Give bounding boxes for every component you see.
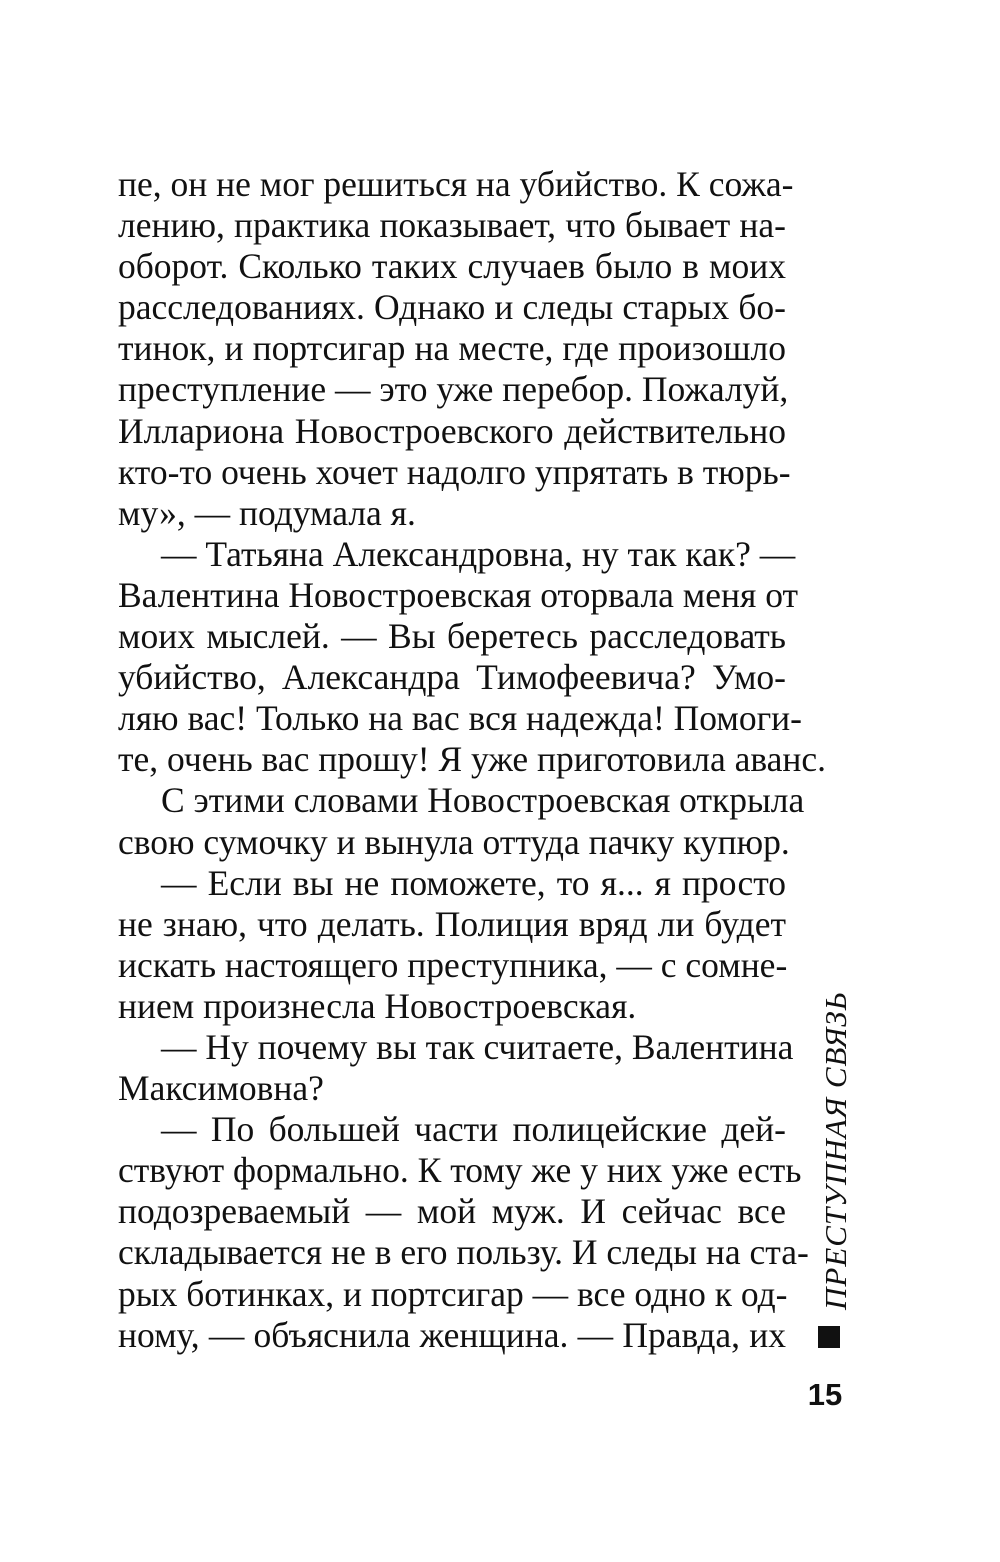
running-title bbox=[806, 990, 866, 1368]
text-line: Валентина Новостроевская оторвала меня от bbox=[118, 574, 799, 615]
text-line: лению, практика показывает, что бывает на- bbox=[118, 205, 786, 246]
text-line: нием произнесла Новостроевская. bbox=[118, 985, 637, 1026]
text-line: складывается не в его пользу. И следы на ста- bbox=[118, 1232, 809, 1273]
text-line: Максимовна? bbox=[118, 1068, 324, 1109]
text-line: те, очень вас прошу! Я уже приготовила аванс. bbox=[118, 739, 827, 780]
text-line: кто-то очень хочет надолго упрятать в тюрь- bbox=[118, 451, 791, 492]
running-title-text: ПРЕСТУПНАЯ СВЯЗЬ bbox=[818, 990, 853, 1310]
text-line: искать настоящего преступника, — с сомне- bbox=[118, 944, 788, 985]
body-text bbox=[118, 164, 827, 1356]
text-line: тинок, и портсигар на месте, где произошло bbox=[118, 328, 786, 369]
text-line: оборот. Сколько таких случаев было в моих bbox=[118, 246, 786, 287]
text-line: подозреваемый — мой муж. И сейчас все bbox=[118, 1191, 786, 1232]
text-line: моих мыслей. — Вы беретесь расследовать bbox=[118, 616, 786, 657]
text-line: му», — подумала я. bbox=[118, 492, 416, 533]
text-line: — Если вы не поможете, то я... я просто bbox=[161, 862, 786, 903]
text-line: Иллариона Новостроевского действительно bbox=[118, 410, 786, 451]
text-line: — Ну почему вы так считаете, Валентина bbox=[161, 1026, 794, 1067]
text-line: С этими словами Новостроевская открыла bbox=[161, 780, 805, 821]
text-line: не знаю, что делать. Полиция вряд ли будет bbox=[118, 903, 786, 944]
text-line: свою сумочку и вынула оттуда пачку купюр. bbox=[118, 821, 790, 862]
text-line: расследованиях. Однако и следы старых бо- bbox=[118, 287, 786, 328]
text-line: преступление — это уже перебор. Пожалуй, bbox=[118, 369, 789, 410]
square-bullet-icon bbox=[818, 1326, 840, 1348]
text-line: — Татьяна Александровна, ну так как? — bbox=[161, 533, 796, 574]
text-line: ляю вас! Только на вас вся надежда! Помоги- bbox=[118, 698, 802, 739]
text-line: рых ботинках, и портсигар — все одно к од- bbox=[118, 1273, 788, 1314]
text-line: ному, — объяснила женщина. — Правда, их bbox=[118, 1314, 786, 1355]
text-line: пе, он не мог решиться на убийство. К сожа- bbox=[118, 164, 794, 204]
text-line: убийство, Александра Тимофеевича? Умо- bbox=[118, 657, 786, 698]
text-line: — По большей части полицейские дей- bbox=[161, 1109, 786, 1150]
text-line: ствуют формально. К тому же у них уже есть bbox=[118, 1150, 802, 1191]
page-number: 15 bbox=[807, 1377, 843, 1412]
